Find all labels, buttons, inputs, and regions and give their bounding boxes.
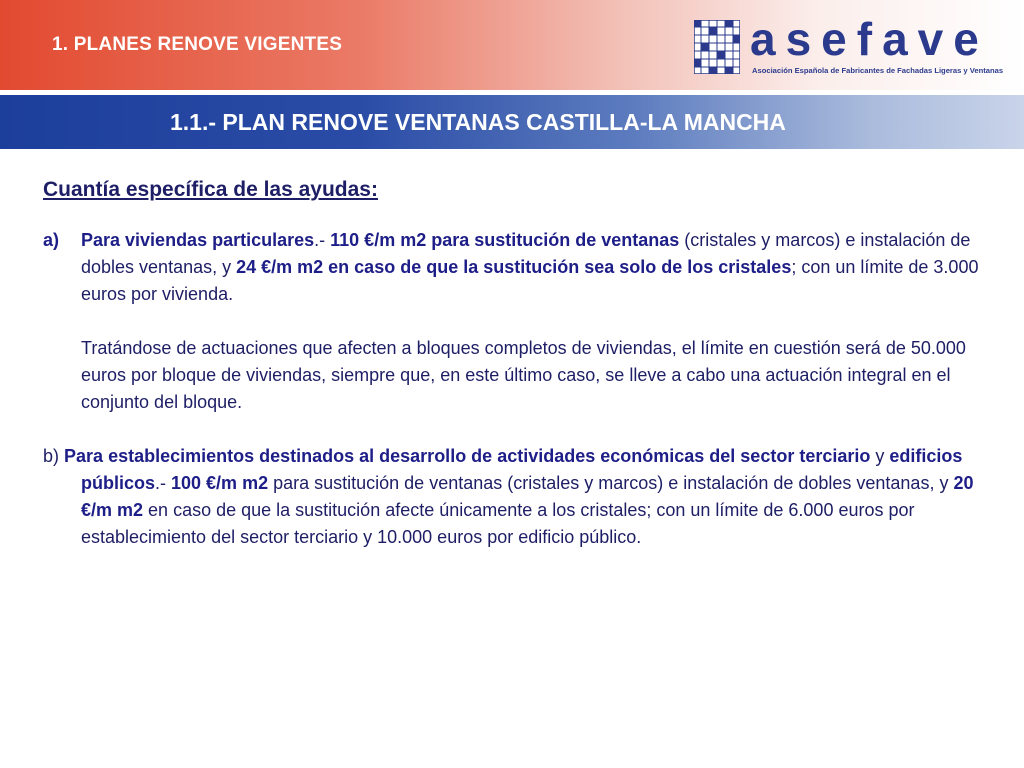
item-b-amount-1: 100 €/m m2 — [171, 473, 269, 493]
item-a-text-2: ; con un límite de 3.000 euros por vivienda. — [81, 257, 979, 304]
section-label: 1. PLANES RENOVE VIGENTES — [52, 34, 343, 55]
item-a-subject: Para viviendas particulares — [81, 230, 315, 250]
item-a-text-1: (cristales y marcos) e instalación de dobles ventanas, y — [81, 230, 971, 277]
item-a-amount-2: 24 €/m m2 en caso de que la sustitución sea solo de los cristales — [236, 257, 792, 277]
item-b-sep-1: y — [870, 446, 890, 466]
item-b-text-1: para sustitución de ventanas (cristales y marcos) e instalación de dobles ventanas, y — [268, 473, 954, 493]
item-b — [43, 443, 1003, 551]
section-heading: Cuantía específica de las ayudas: — [43, 178, 378, 201]
item-b-sep-2: .- — [155, 473, 172, 493]
top-banner — [0, 0, 1024, 90]
item-b-amount-2: 20 €/m m2 — [81, 473, 974, 520]
item-a-sep: .- — [314, 230, 331, 250]
logo-wordmark: asefave — [750, 13, 989, 65]
item-b-subject-2: edificios públicos — [81, 446, 963, 493]
item-a-amount-1: 110 €/m m2 para sustitución de ventanas — [330, 230, 680, 250]
item-b-marker: b) — [43, 446, 60, 466]
window-grid-icon — [694, 20, 740, 74]
slide-body — [43, 176, 1003, 551]
item-a-marker: a) — [43, 230, 60, 250]
page-title: 1.1.- PLAN RENOVE VENTANAS CASTILLA-LA MANCHA — [170, 109, 786, 135]
logo-tagline: Asociación Española de Fabricantes de Fachadas Ligeras y Ventanas — [752, 66, 1004, 75]
asefave-logo — [694, 13, 1006, 80]
item-a-note-text: Tratándose de actuaciones que afecten a bloques completos de viviendas, el límite en cuestión será de 50.000 euros por bloque de viviendas, siempre que, en este último caso, se lleve a cabo una actuación integral en el conjunto del bloque. — [81, 338, 966, 412]
item-a-note — [43, 335, 1003, 416]
title-banner — [0, 95, 1024, 149]
item-a — [43, 227, 1003, 308]
item-b-subject-1: Para establecimientos destinados al desarrollo de actividades económicas del sector terciario — [64, 446, 871, 466]
item-b-text-2: en caso de que la sustitución afecte únicamente a los cristales; con un límite de 6.000 euros por establecimiento del sector terciario y 10.000 euros por edificio público. — [81, 500, 915, 547]
